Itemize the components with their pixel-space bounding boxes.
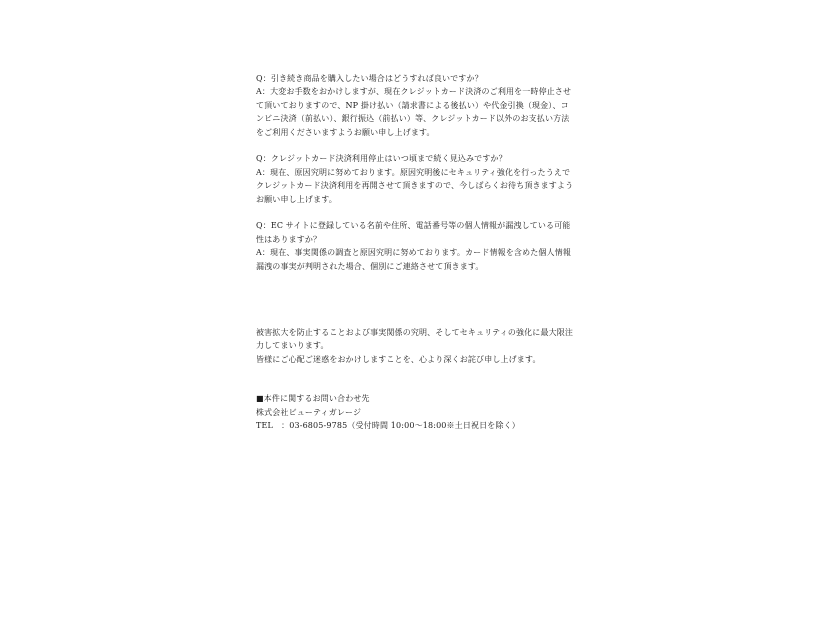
contact-block xyxy=(256,392,574,432)
faq-item xyxy=(256,152,574,206)
spacer xyxy=(256,366,574,392)
faq-answer: A：現在、事実関係の調査と原因究明に努めております。カード情報を含めた個人情報漏洩の事実が判明された場合、個別にご連絡させて頂きます。 xyxy=(256,248,571,271)
closing-statement xyxy=(256,326,574,366)
faq-answer: A：現在、原因究明に努めております。原因究明後にセキュリティ強化を行ったうえでクレジットカード決済利用を再開させて頂きますので、今しばらくお待ち頂きますようお願い申し上げます。 xyxy=(256,167,574,204)
spacer xyxy=(256,206,574,219)
faq-answer: A：大変お手数をおかけしますが、現在クレジットカード決済のご利用を一時停止させて頂いておりますので、NP 掛け払い（請求書による後払い）や代金引換（現金）、コンビニ決済（前払い）、銀行振込（前払い）等、クレジットカード以外のお支払い方法をご利用くださいますようお願い申し上げます。 xyxy=(256,87,572,137)
contact-company: 株式会社ビューティガレージ xyxy=(256,407,362,417)
faq-question: Q：引き続き商品を購入したい場合はどうすれば良いですか？ xyxy=(256,74,483,83)
faq-question: Q：クレジットカード決済利用停止はいつ頃まで続く見込みですか？ xyxy=(256,154,507,164)
closing-line: 被害拡大を防止することおよび事実関係の究明、そしてセキュリティの強化に最大限注力してまいります。 xyxy=(256,328,574,351)
spacer xyxy=(256,139,574,152)
faq-item xyxy=(256,72,574,139)
contact-tel: TEL ：03-6805-9785（受付時間 10:00〜18:00※土日祝日を除く） xyxy=(256,421,520,431)
notice-body xyxy=(256,72,574,433)
faq-item xyxy=(256,219,574,273)
spacer xyxy=(256,273,574,326)
faq-question: Q：EC サイトに登録している名前や住所、電話番号等の個人情報が漏洩している可能性はありますか？ xyxy=(256,221,571,244)
contact-heading: ■本件に関するお問い合わせ先 xyxy=(256,394,370,404)
closing-apology: 皆様にご心配ご迷惑をおかけしますことを、心より深くお詫び申し上げます。 xyxy=(256,354,541,364)
